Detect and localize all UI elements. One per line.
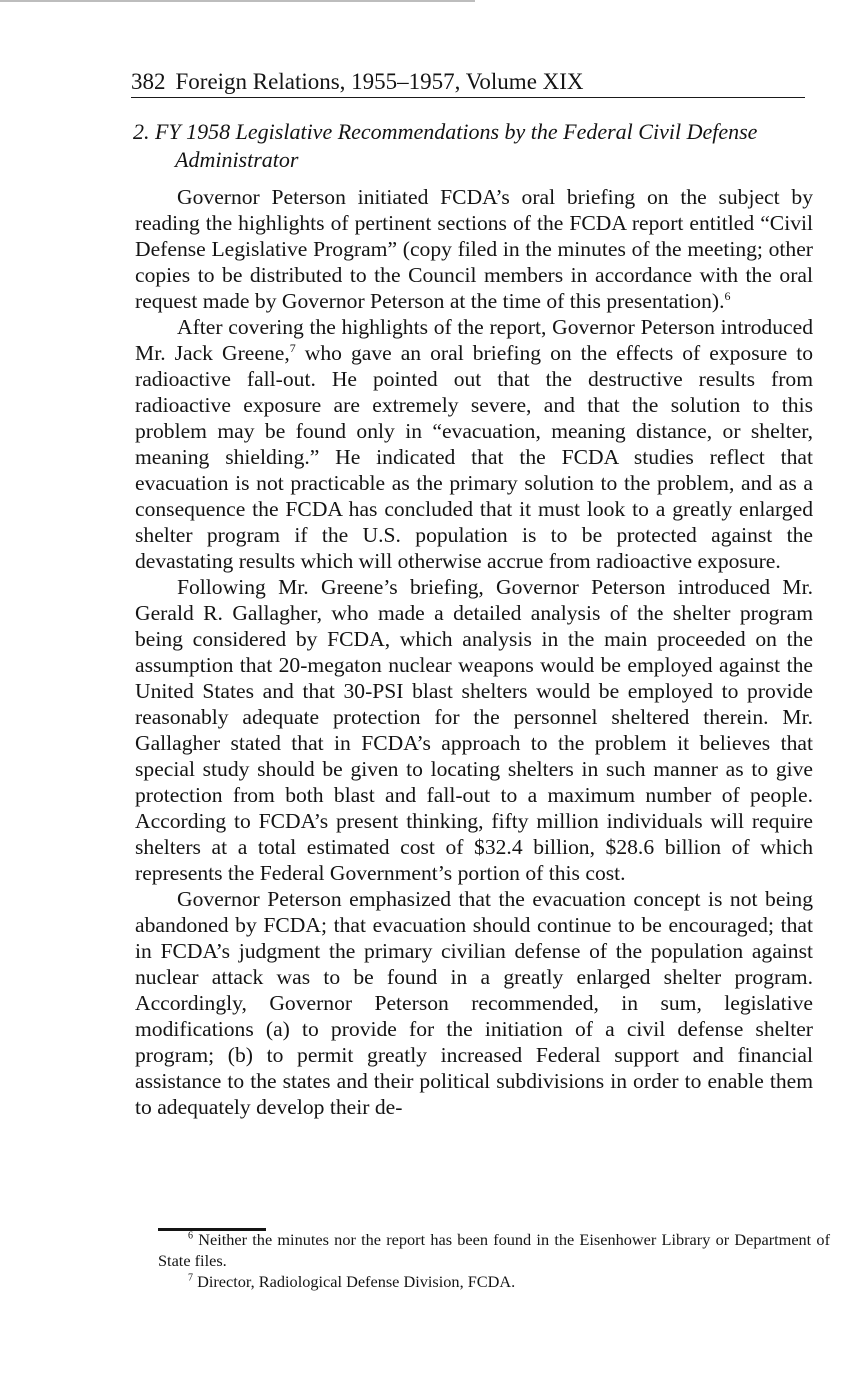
heading-line-2: Administrator: [175, 147, 299, 172]
page-number: 382: [131, 69, 166, 94]
footnote: [158, 1229, 830, 1271]
footnote-ref: 6: [724, 288, 731, 303]
footnote-marker: 7: [188, 1272, 193, 1284]
paragraph: [135, 574, 813, 886]
document-heading: [133, 118, 813, 174]
footnote: [158, 1271, 830, 1292]
footnote-marker: 6: [188, 1230, 193, 1242]
footnotes: [158, 1229, 830, 1292]
footnote-ref: 7: [289, 340, 296, 355]
paragraph: [135, 886, 813, 1120]
scan-edge-rule: [0, 0, 475, 2]
body-text: [135, 184, 813, 1120]
paragraph-text: After covering the highlights of the report, Governor Peterson introduced Mr. Jack Greene,: [135, 315, 813, 365]
footnote-text: Director, Radiological Defense Division, FCDA.: [197, 1272, 516, 1291]
paragraph-text: Governor Peterson initiated FCDA’s oral briefing on the subject by reading the highlights of pertinent sections of the FCDA report entitled “Civil Defense Legislative Program” (copy filed in the minutes of the meeting; other copies to be distributed to the Council members in accordance with the oral request made by Governor Peterson at the time of this presentation).: [135, 185, 813, 313]
paragraph: [135, 184, 813, 314]
running-header: [131, 68, 805, 98]
running-title: Foreign Relations, 1955–1957, Volume XIX: [175, 69, 584, 94]
paragraph-text-continued: who gave an oral briefing on the effects of exposure to radioactive fall-out. He pointed out that the destructive results from radioactive exposure are extremely severe, and that the solution to this problem may be found only in “evacuation, meaning distance, or shelter, meaning shielding.” He indicated that the FCDA studies reflect that evacuation is not practicable as the primary solution to the problem, and as a consequence the FCDA has concluded that it must look to a greatly enlarged shelter program if the U.S. population is to be protected against the devastating results which will otherwise accrue from radioactive exposure.: [135, 341, 814, 573]
heading-line-1: 2. FY 1958 Legislative Recommendations by the Federal Civil Defense: [133, 119, 758, 144]
paragraph: [135, 314, 813, 574]
footnote-text: Neither the minutes nor the report has been found in the Eisenhower Library or Department of State files.: [158, 1230, 830, 1270]
paragraph-text: Governor Peterson emphasized that the evacuation concept is not being abandoned by FCDA; that evacuation should continue to be encouraged; that in FCDA’s judgment the primary civilian defense of the population against nuclear attack was to be found in a greatly enlarged shelter program. Accordingly, Governor Peterson recommended, in sum, legislative modifications (a) to provide for the initiation of a civil defense shelter program; (b) to permit greatly increased Federal support and financial assistance to the states and their political subdivisions in order to enable them to adequately develop their de-: [135, 887, 813, 1119]
paragraph-text: Following Mr. Greene’s briefing, Governor Peterson introduced Mr. Gerald R. Gallagher, who made a detailed analysis of the shelter program being considered by FCDA, which analysis in the main proceeded on the assumption that 20-megaton nuclear weapons would be employed against the United States and that 30-PSI blast shelters would be employed to provide reasonably adequate protection for the personnel sheltered therein. Mr. Gallagher stated that in FCDA’s approach to the problem it believes that special study should be given to locating shelters in such manner as to give protection from both blast and fall-out to a maximum number of people. According to FCDA’s present thinking, fifty million individuals will require shelters at a total estimated cost of $32.4 billion, $28.6 billion of which represents the Federal Government’s portion of this cost.: [135, 575, 813, 885]
